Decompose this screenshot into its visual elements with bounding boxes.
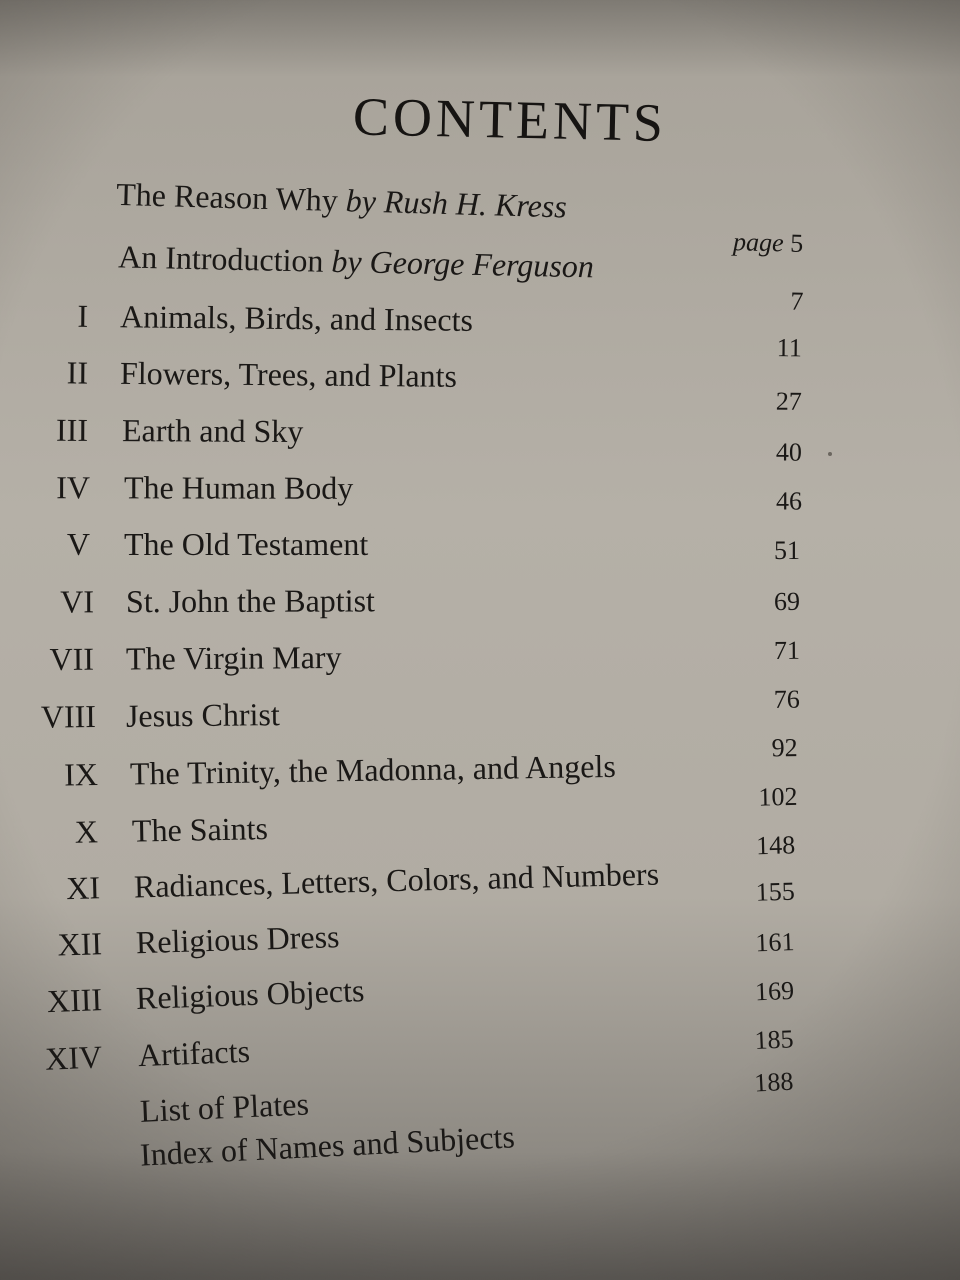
entry-page: 71 bbox=[773, 635, 801, 665]
toc-entry bbox=[0, 297, 960, 363]
toc-entry bbox=[0, 526, 960, 574]
speck bbox=[828, 452, 832, 456]
entry-title-text: An Introduction bbox=[117, 238, 324, 279]
entry-title: Animals, Birds, and Insects bbox=[119, 298, 474, 338]
entry-page: 92 bbox=[771, 733, 798, 763]
entry-page: 148 bbox=[755, 830, 796, 861]
entry-page: 161 bbox=[754, 927, 795, 958]
toc-entry bbox=[0, 469, 960, 519]
chapter-numeral: I bbox=[77, 297, 89, 334]
entry-by: by bbox=[345, 182, 377, 220]
entry-page: 69 bbox=[773, 586, 801, 616]
entry-page: 155 bbox=[755, 876, 796, 907]
toc-entry bbox=[0, 580, 960, 631]
toc-entry bbox=[0, 236, 960, 316]
entry-title: The Trinity, the Madonna, and Angels bbox=[129, 747, 617, 792]
entry-title: Flowers, Trees, and Plants bbox=[119, 354, 458, 394]
page-word: page bbox=[732, 227, 785, 258]
entry-page: 46 bbox=[775, 486, 803, 516]
entry-title: Index of Names and Subjects bbox=[139, 1118, 516, 1173]
chapter-numeral: XIII bbox=[46, 981, 103, 1020]
entry-title: St. John the Baptist bbox=[125, 582, 375, 620]
entry-title: Radiances, Letters, Colors, and Numbers bbox=[133, 855, 660, 905]
page-title: CONTENTS bbox=[352, 86, 668, 153]
entry-author: Rush H. Kress bbox=[383, 183, 568, 225]
chapter-numeral: IV bbox=[56, 469, 91, 506]
toc-entry bbox=[0, 354, 960, 416]
toc-entry bbox=[0, 733, 960, 805]
page-number: 5 bbox=[789, 228, 804, 259]
chapter-numeral: III bbox=[55, 411, 89, 448]
entry-page: 102 bbox=[758, 781, 798, 812]
entry-page: 169 bbox=[754, 975, 795, 1007]
entry-title: Jesus Christ bbox=[125, 696, 280, 734]
entry-title bbox=[116, 176, 567, 226]
entry-title: The Old Testament bbox=[124, 526, 369, 562]
entry-title: List of Plates bbox=[139, 1085, 310, 1129]
chapter-numeral: VI bbox=[60, 583, 95, 620]
entry-page: 76 bbox=[773, 684, 800, 714]
chapter-numeral: VIII bbox=[40, 698, 97, 735]
entry-title: Earth and Sky bbox=[121, 412, 304, 450]
entry-title: Artifacts bbox=[137, 1032, 251, 1074]
toc-entry bbox=[0, 411, 960, 467]
entry-title: The Virgin Mary bbox=[125, 638, 342, 677]
entry-page: 188 bbox=[753, 1066, 795, 1098]
entry-title: The Saints bbox=[131, 810, 269, 849]
entry-title-text: The Reason Why bbox=[115, 175, 339, 219]
entry-page: 27 bbox=[775, 386, 802, 416]
entry-page: 51 bbox=[774, 536, 800, 565]
entry-title: Religious Dress bbox=[135, 918, 340, 961]
entry-page: 11 bbox=[776, 333, 802, 363]
entry-author: George Ferguson bbox=[369, 243, 595, 285]
entry-title: The Human Body bbox=[123, 469, 354, 506]
chapter-numeral: XII bbox=[57, 925, 103, 963]
chapter-numeral: IX bbox=[63, 756, 99, 793]
chapter-numeral: X bbox=[74, 813, 99, 850]
entry-page: 185 bbox=[753, 1024, 795, 1055]
entry-page: 7 bbox=[790, 286, 804, 316]
chapter-numeral: XIV bbox=[44, 1038, 103, 1077]
chapter-numeral: V bbox=[66, 526, 90, 562]
chapter-numeral: XI bbox=[65, 869, 101, 907]
entry-by: by bbox=[331, 242, 363, 280]
toc-entry bbox=[0, 684, 960, 747]
entry-page: 40 bbox=[775, 437, 803, 467]
chapter-numeral: II bbox=[66, 354, 89, 391]
chapter-numeral: VII bbox=[49, 640, 95, 678]
entry-title: Religious Objects bbox=[135, 972, 365, 1016]
toc-entry bbox=[0, 635, 960, 690]
entry-title bbox=[118, 238, 594, 285]
